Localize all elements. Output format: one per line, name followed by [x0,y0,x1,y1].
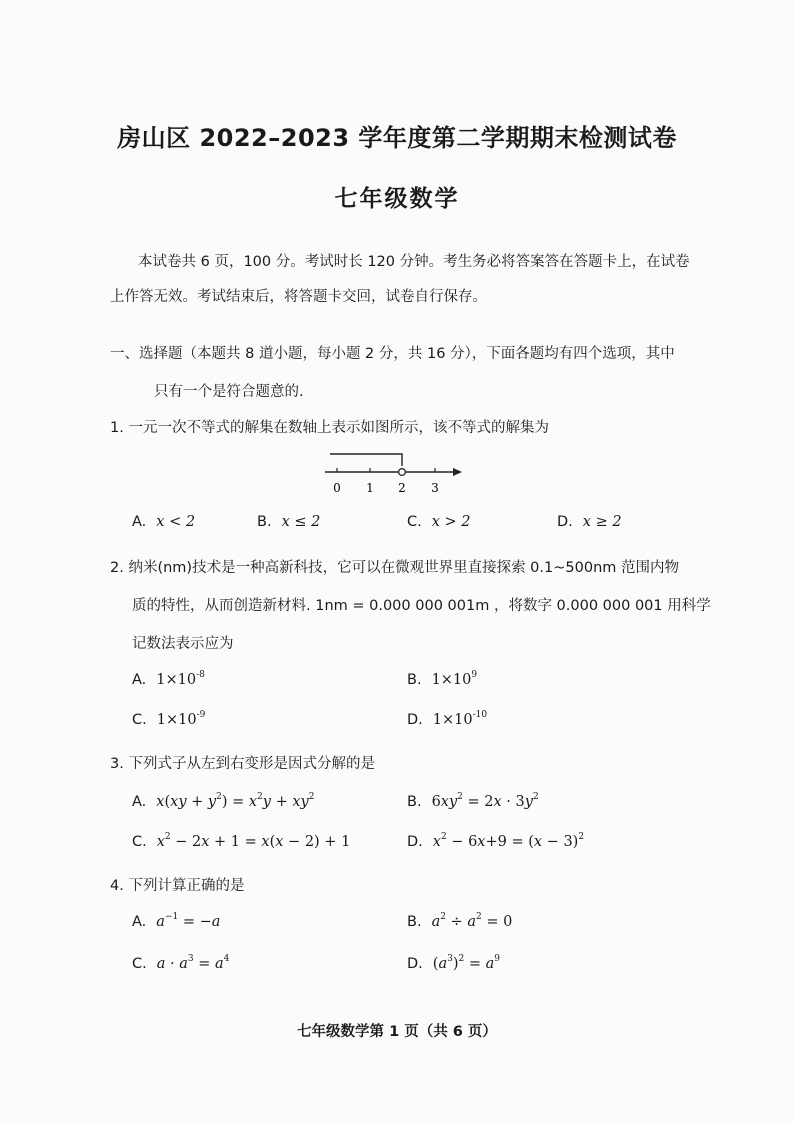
section-heading-line-2: 只有一个是符合题意的. [154,384,304,400]
tick-label-1: 1 [366,481,374,495]
q2-option-c: C. $1\times 10^{-9}$ [132,710,206,728]
question-4-text: 4. 下列计算正确的是 [110,878,245,894]
q4-option-d: D. $(a^3)^2 = a^9$ [407,954,501,972]
q1-option-a: A. x < 2 [132,514,196,530]
q2-option-d: D. $1\times 10^{-10}$ [407,710,488,728]
question-1-text: 1. 一元一次不等式的解集在数轴上表示如图所示，该不等式的解集为 [110,420,549,436]
solution-ray [330,454,402,466]
q3-option-d: D. $x^2 - 6x+9 = (x - 3)^2$ [407,832,585,850]
tick-label-0: 0 [333,481,341,495]
section-heading-line-1: 一、选择题（本题共 8 道小题，每小题 2 分，共 16 分），下面各题均有四个选项，其中 [110,346,675,362]
number-line-figure [320,446,470,498]
q1-option-c: C. x > 2 [407,514,471,530]
q1-option-d: D. x ≥ 2 [557,514,622,530]
q1-option-b: B. x ≤ 2 [257,514,321,530]
notice-line-2: 上作答无效。考试结束后，将答题卡交回，试卷自行保存。 [110,289,487,305]
q3-option-a: A. $x(xy + y^2) = x^2y + xy^2$ [132,792,315,810]
q2-option-a: A. $1\times 10^{-8}$ [132,670,205,688]
q3-option-b: B. $6xy^2 = 2x \cdot 3y^2$ [407,792,539,810]
question-3-text: 3. 下列式子从左到右变形是因式分解的是 [110,756,375,772]
notice-line-1: 本试卷共 6 页，100 分。考试时长 120 分钟。考生务必将答案答在答题卡上，在试卷 [138,254,690,270]
q3-option-c: C. $x^2 - 2x + 1 = x(x - 2) + 1$ [132,832,351,850]
question-2-line-1: 2. 纳米(nm)技术是一种高新科技，它可以在微观世界里直接探索 0.1~500nm 范围内物 [110,560,679,576]
question-2-line-2: 质的特性，从而创造新材料. 1nm = 0.000 000 001m ，将数字 0.000 000 001 用科学 [132,598,711,614]
page-footer: 七年级数学第 1 页（共 6 页） [297,1024,497,1040]
tick-label-2: 2 [398,481,406,495]
q4-option-c: C. $a \cdot a^3 = a^4$ [132,954,230,972]
question-2-line-3: 记数法表示应为 [132,636,234,652]
q2-option-b: B. $1\times 10^9$ [407,670,478,688]
q4-option-b: B. $a^2 \div a^2 = 0$ [407,912,513,930]
exam-subtitle: 七年级数学 [334,186,460,212]
q4-option-a: A. $a^{-1} = -a$ [132,912,221,930]
exam-title: 房山区 2022–2023 学年度第二学期期末检测试卷 [117,124,677,152]
tick-label-3: 3 [431,481,439,495]
axis-arrow-icon [453,468,462,476]
open-circle-at-2 [399,469,406,476]
